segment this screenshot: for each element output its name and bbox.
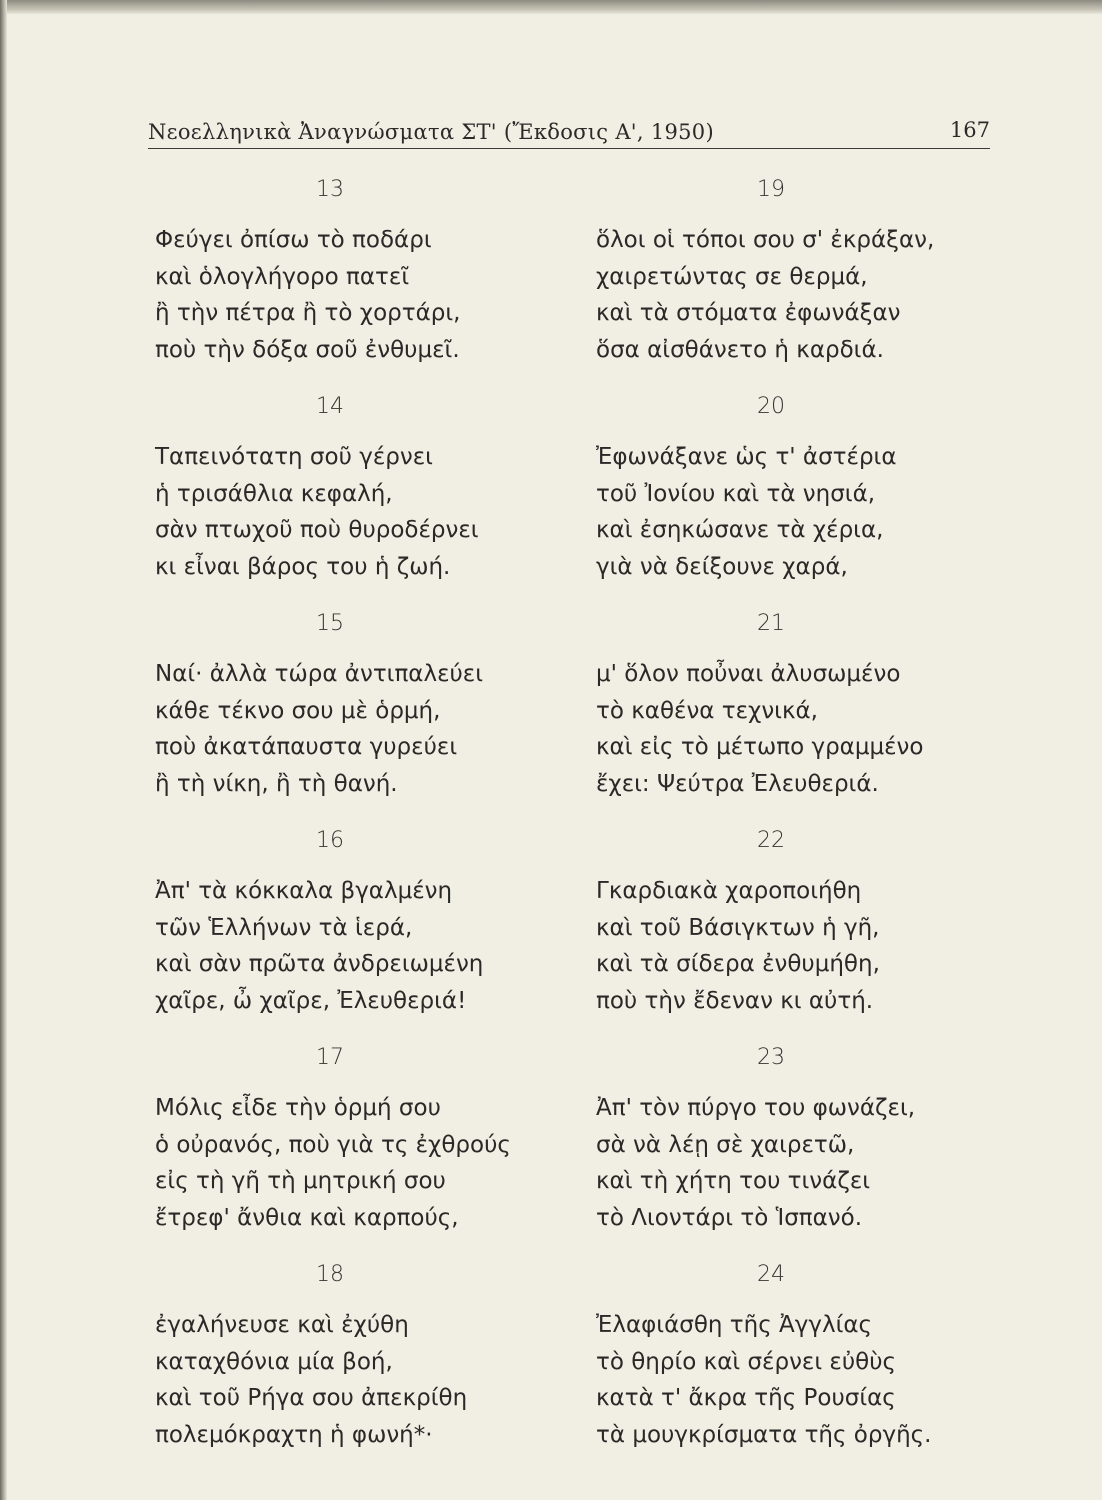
verse (155, 439, 585, 585)
verse-line: Ἐφωνάξανε ὡς τ' ἀστέρια (596, 444, 897, 470)
verse (155, 1090, 585, 1236)
verse-line: ποὺ τὴν δόξα σοῦ ἐνθυμεῖ. (155, 336, 460, 363)
stanza-23 (596, 1040, 1016, 1257)
verse-line: καὶ ἐσηκώσανε τὰ χέρια, (596, 517, 884, 543)
verse-line: ἢ τὴ νίκη, ἢ τὴ θανή. (155, 770, 398, 797)
verse-line: ὅσα αἰσθάνετο ἡ καρδιά. (596, 336, 884, 363)
verse-line: γιὰ νὰ δείξουνε χαρά, (596, 553, 848, 580)
verse-line: τοῦ Ἰονίου καὶ τὰ νησιά, (596, 480, 876, 507)
verse-line: καὶ τὴ χήτη του τινάζει (596, 1168, 871, 1194)
stanza-21 (596, 606, 1016, 823)
verse-line: ὅλοι οἱ τόποι σου σ' ἐκράξαν, (596, 227, 935, 253)
stanza-22 (596, 823, 1016, 1040)
stanza-number: 15 (316, 611, 344, 636)
scan-left-edge (0, 0, 7, 1500)
stanza-number: 22 (757, 828, 785, 853)
stanza-15 (155, 606, 585, 823)
stanza-13 (155, 172, 585, 389)
verse (596, 873, 1016, 1019)
stanza-number: 19 (757, 177, 785, 202)
verse-line: ἢ τὴν πέτρα ἢ τὸ χορτάρι, (155, 300, 461, 326)
verse-line: χαιρετώντας σε θερμά, (596, 263, 868, 290)
verse (596, 439, 1016, 585)
verse-line: καταχθόνια μία βοή, (155, 1348, 393, 1375)
right-column (596, 172, 1016, 1474)
verse-line: σὰν πτωχοῦ ποὺ θυροδέρνει (155, 517, 479, 543)
verse-line: ἔχει: Ψεύτρα Ἐλευθεριά. (596, 770, 879, 797)
verse-line: εἰς τὴ γῆ τὴ μητρική σου (155, 1168, 446, 1194)
verse-line: καὶ τοῦ Ρήγα σου ἀπεκρίθη (155, 1385, 468, 1411)
verse-line: Ἀπ' τὸν πύργο του φωνάζει, (596, 1095, 916, 1121)
verse-line: τὸ καθένα τεχνικά, (596, 697, 818, 724)
verse-line: καὶ τὰ σίδερα ἐνθυμήθη, (596, 951, 880, 977)
verse (596, 1307, 1016, 1453)
stanza-19 (596, 172, 1016, 389)
verse-line: τὰ μουγκρίσματα τῆς ὀργῆς. (596, 1421, 932, 1448)
stanza-number: 14 (316, 394, 344, 419)
verse-line: πολεμόκραχτη ἡ φωνή*· (155, 1421, 433, 1448)
stanza-24 (596, 1257, 1016, 1474)
verse (596, 656, 1016, 802)
scan-top-edge (0, 0, 1102, 14)
verse-line: Ἐλαφιάσθη τῆς Ἀγγλίας (596, 1312, 873, 1338)
verse-line: σὰ νὰ λέῃ σὲ χαιρετῶ, (596, 1131, 855, 1158)
verse-line: χαῖρε, ὦ χαῖρε, Ἐλευθεριά! (155, 987, 467, 1014)
verse-line: τὸ Λιοντάρι τὸ Ἱσπανό. (596, 1204, 863, 1231)
verse-line: Μόλις εἶδε τὴν ὁρμή σου (155, 1095, 441, 1121)
verse (596, 222, 1016, 368)
verse-line: ποὺ ἀκατάπαυστα γυρεύει (155, 734, 458, 760)
verse-line: καὶ εἰς τὸ μέτωπο γραμμένο (596, 734, 924, 760)
verse-line: ἔτρεφ' ἄνθια καὶ καρπούς, (155, 1204, 459, 1231)
stanza-number: 16 (316, 828, 344, 853)
verse-line: κάθε τέκνο σου μὲ ὁρμή, (155, 697, 441, 724)
stanza-number: 24 (757, 1262, 785, 1287)
verse-line: μ' ὅλον ποὖναι ἀλυσωμένο (596, 661, 901, 687)
verse-line: Φεύγει ὀπίσω τὸ ποδάρι (155, 227, 432, 253)
verse (155, 222, 585, 368)
stanza-number: 17 (316, 1045, 344, 1070)
stanza-number: 23 (757, 1045, 785, 1070)
verse-line: ποὺ τὴν ἔδεναν κι αὐτή. (596, 987, 874, 1014)
verse-line: τῶν Ἑλλήνων τὰ ἱερά, (155, 914, 413, 941)
verse-line: Γκαρδιακὰ χαροποιήθη (596, 878, 862, 904)
left-column (155, 172, 585, 1474)
verse-line: καὶ ὁλογλήγορο πατεῖ (155, 263, 410, 290)
verse-line: καὶ σὰν πρῶτα ἀνδρειωμένη (155, 951, 484, 977)
verse-line: Ἀπ' τὰ κόκκαλα βγαλμένη (155, 878, 453, 904)
verse-line: καὶ τοῦ Βάσιγκτων ἡ γῆ, (596, 914, 880, 941)
page-header (148, 112, 990, 149)
stanza-18 (155, 1257, 585, 1474)
stanza-16 (155, 823, 585, 1040)
stanza-20 (596, 389, 1016, 606)
verse (155, 1307, 585, 1453)
running-title: Νεοελληνικὰ Ἀναγνώσματα ΣΤ' (Ἔκδοσις Α', 1950) (148, 120, 714, 144)
stanza-number: 20 (757, 394, 785, 419)
verse-line: καὶ τὰ στόματα ἐφωνάξαν (596, 300, 901, 326)
verse-line: ὁ οὐρανός, ποὺ γιὰ τς ἐχθρούς (155, 1131, 511, 1158)
verse-line: τὸ θηρίο καὶ σέρνει εὐθὺς (596, 1348, 897, 1375)
verse-line: ἐγαλήνευσε καὶ ἐχύθη (155, 1312, 409, 1338)
verse (596, 1090, 1016, 1236)
verse (155, 656, 585, 802)
verse-line: κι εἶναι βάρος του ἡ ζωή. (155, 553, 451, 580)
verse-line: κατὰ τ' ἄκρα τῆς Ρουσίας (596, 1385, 896, 1411)
stanza-14 (155, 389, 585, 606)
verse (155, 873, 585, 1019)
verse-line: ἡ τρισάθλια κεφαλή, (155, 480, 393, 507)
stanza-number: 21 (757, 611, 785, 636)
stanza-number: 13 (316, 177, 344, 202)
stanza-number: 18 (316, 1262, 344, 1287)
stanza-17 (155, 1040, 585, 1257)
verse-line: Ταπεινότατη σοῦ γέρνει (155, 444, 433, 470)
verse-line: Ναί· ἀλλὰ τώρα ἀντιπαλεύει (155, 661, 484, 687)
page-number: 167 (949, 118, 990, 142)
